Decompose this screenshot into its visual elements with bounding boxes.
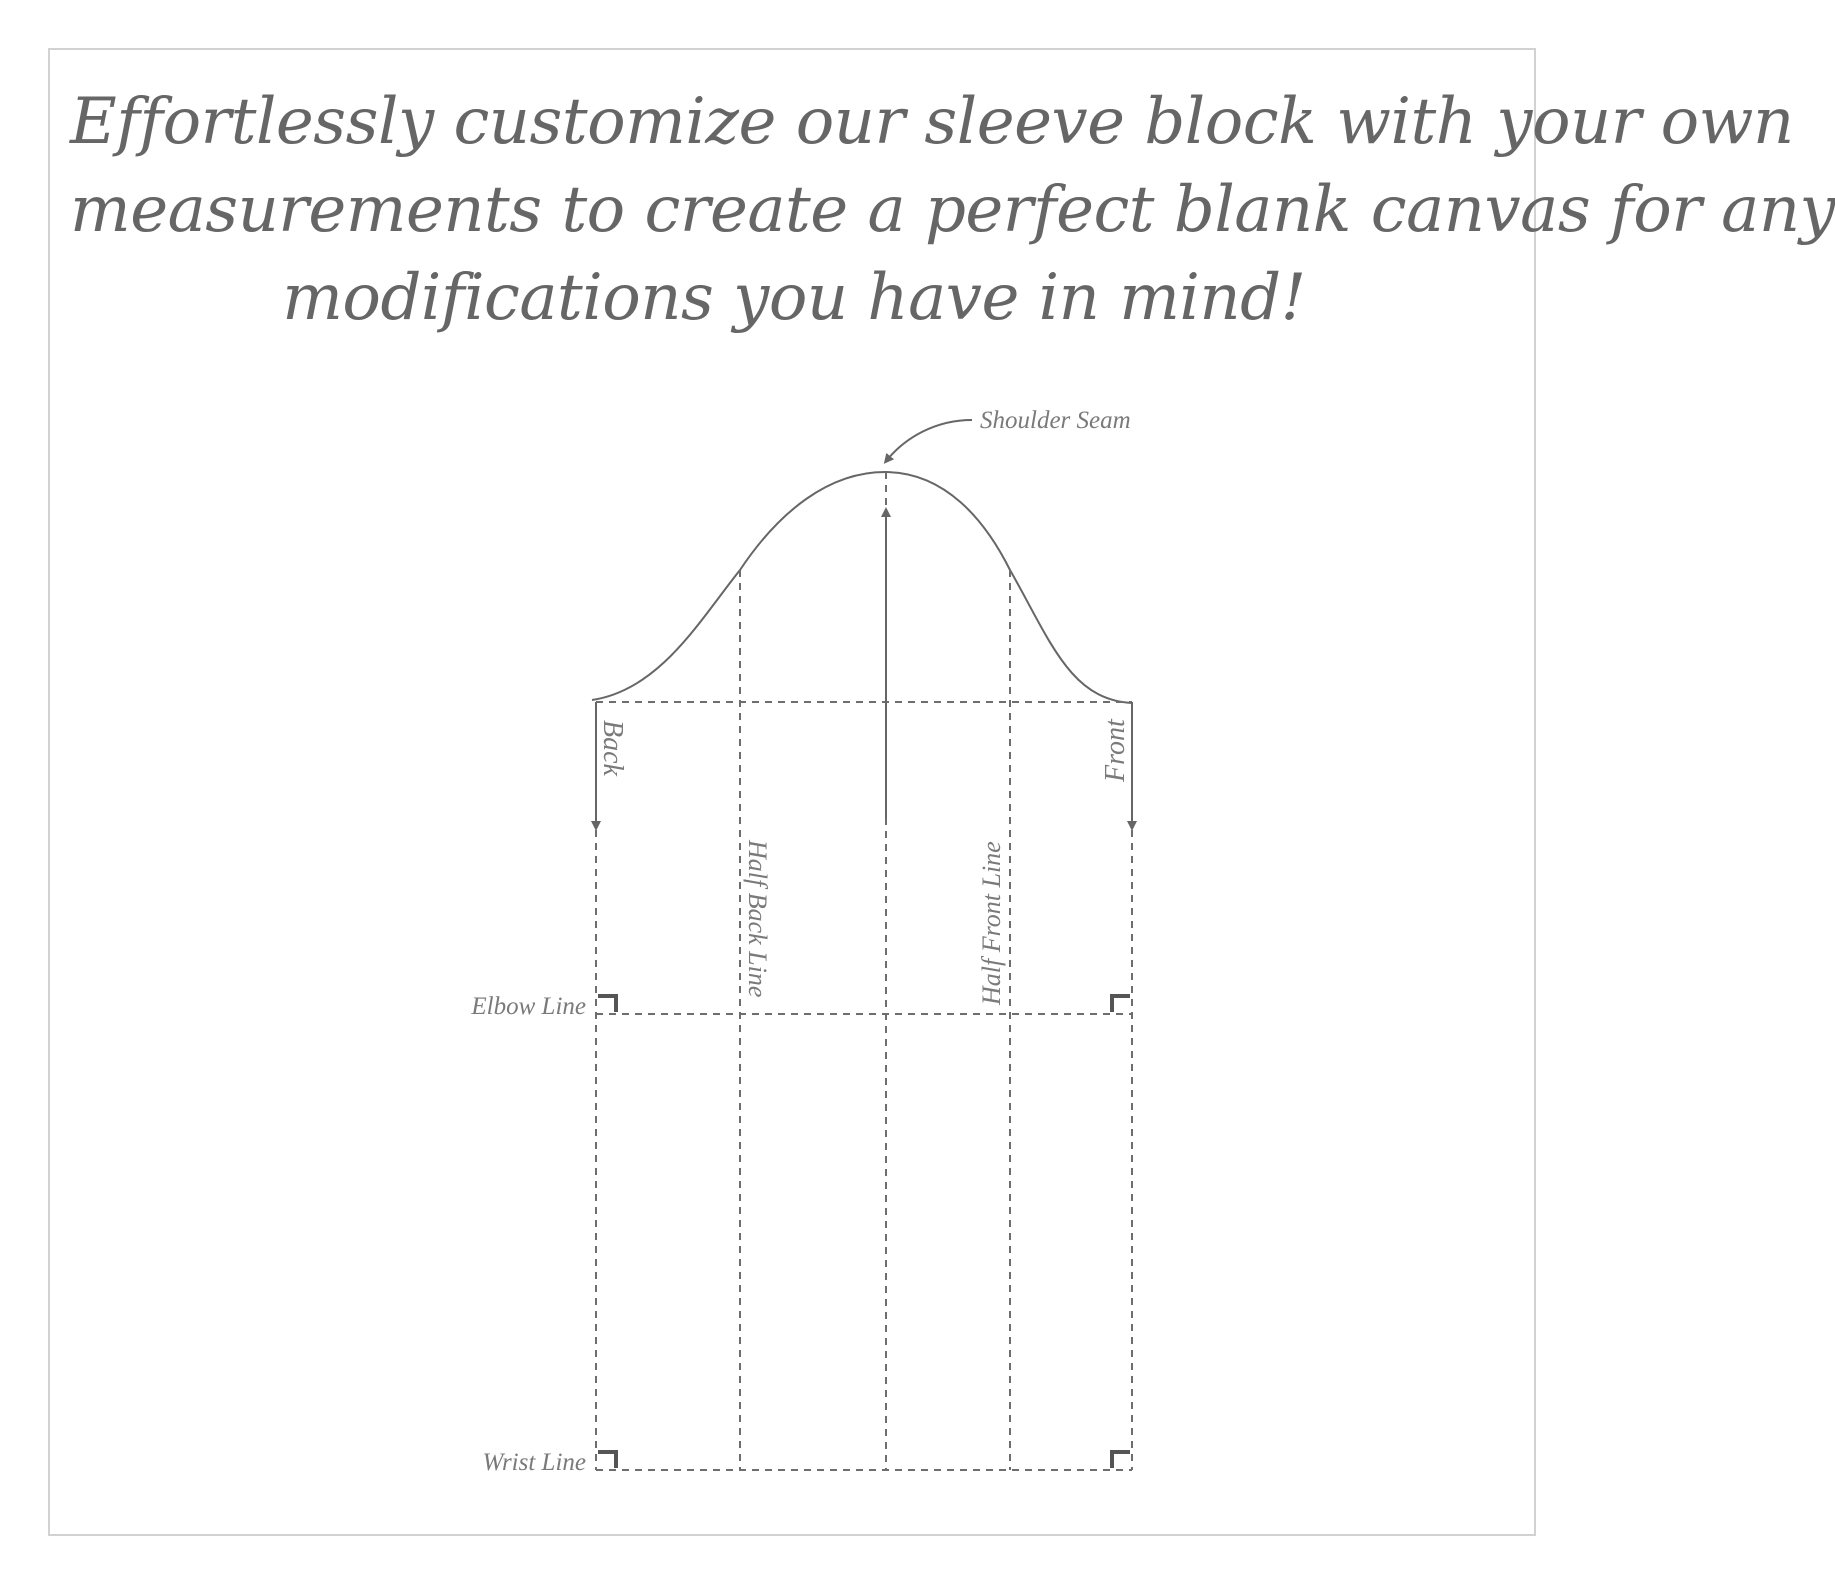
shoulder-seam-label: Shoulder Seam: [980, 407, 1131, 434]
right-angle-mark-wrist-front: [1112, 1452, 1130, 1468]
right-angle-mark-elbow-front: [1112, 996, 1130, 1012]
sleeve-cap-curve: [592, 472, 1132, 703]
right-angle-marks: [598, 996, 1130, 1468]
wrist-line-label: Wrist Line: [482, 1449, 586, 1476]
back-label: Back: [597, 720, 628, 776]
shoulder-seam-pointer: [887, 420, 972, 460]
half-front-line-label: Half Front Line: [977, 841, 1006, 1005]
elbow-line-label: Elbow Line: [471, 993, 586, 1020]
headline-line-1: Effortlessly customize our sleeve block with your own: [70, 85, 1794, 159]
headline-line-2: measurements to create a perfect blank canvas for any: [70, 173, 1835, 247]
right-angle-mark-wrist-back: [598, 1452, 616, 1468]
half-back-line-label: Half Back Line: [743, 840, 772, 998]
front-label: Front: [1100, 719, 1131, 782]
right-angle-mark-elbow-back: [598, 996, 616, 1012]
headline-line-3: modifications you have in mind!: [282, 261, 1306, 335]
construction-lines: [596, 472, 1132, 1470]
